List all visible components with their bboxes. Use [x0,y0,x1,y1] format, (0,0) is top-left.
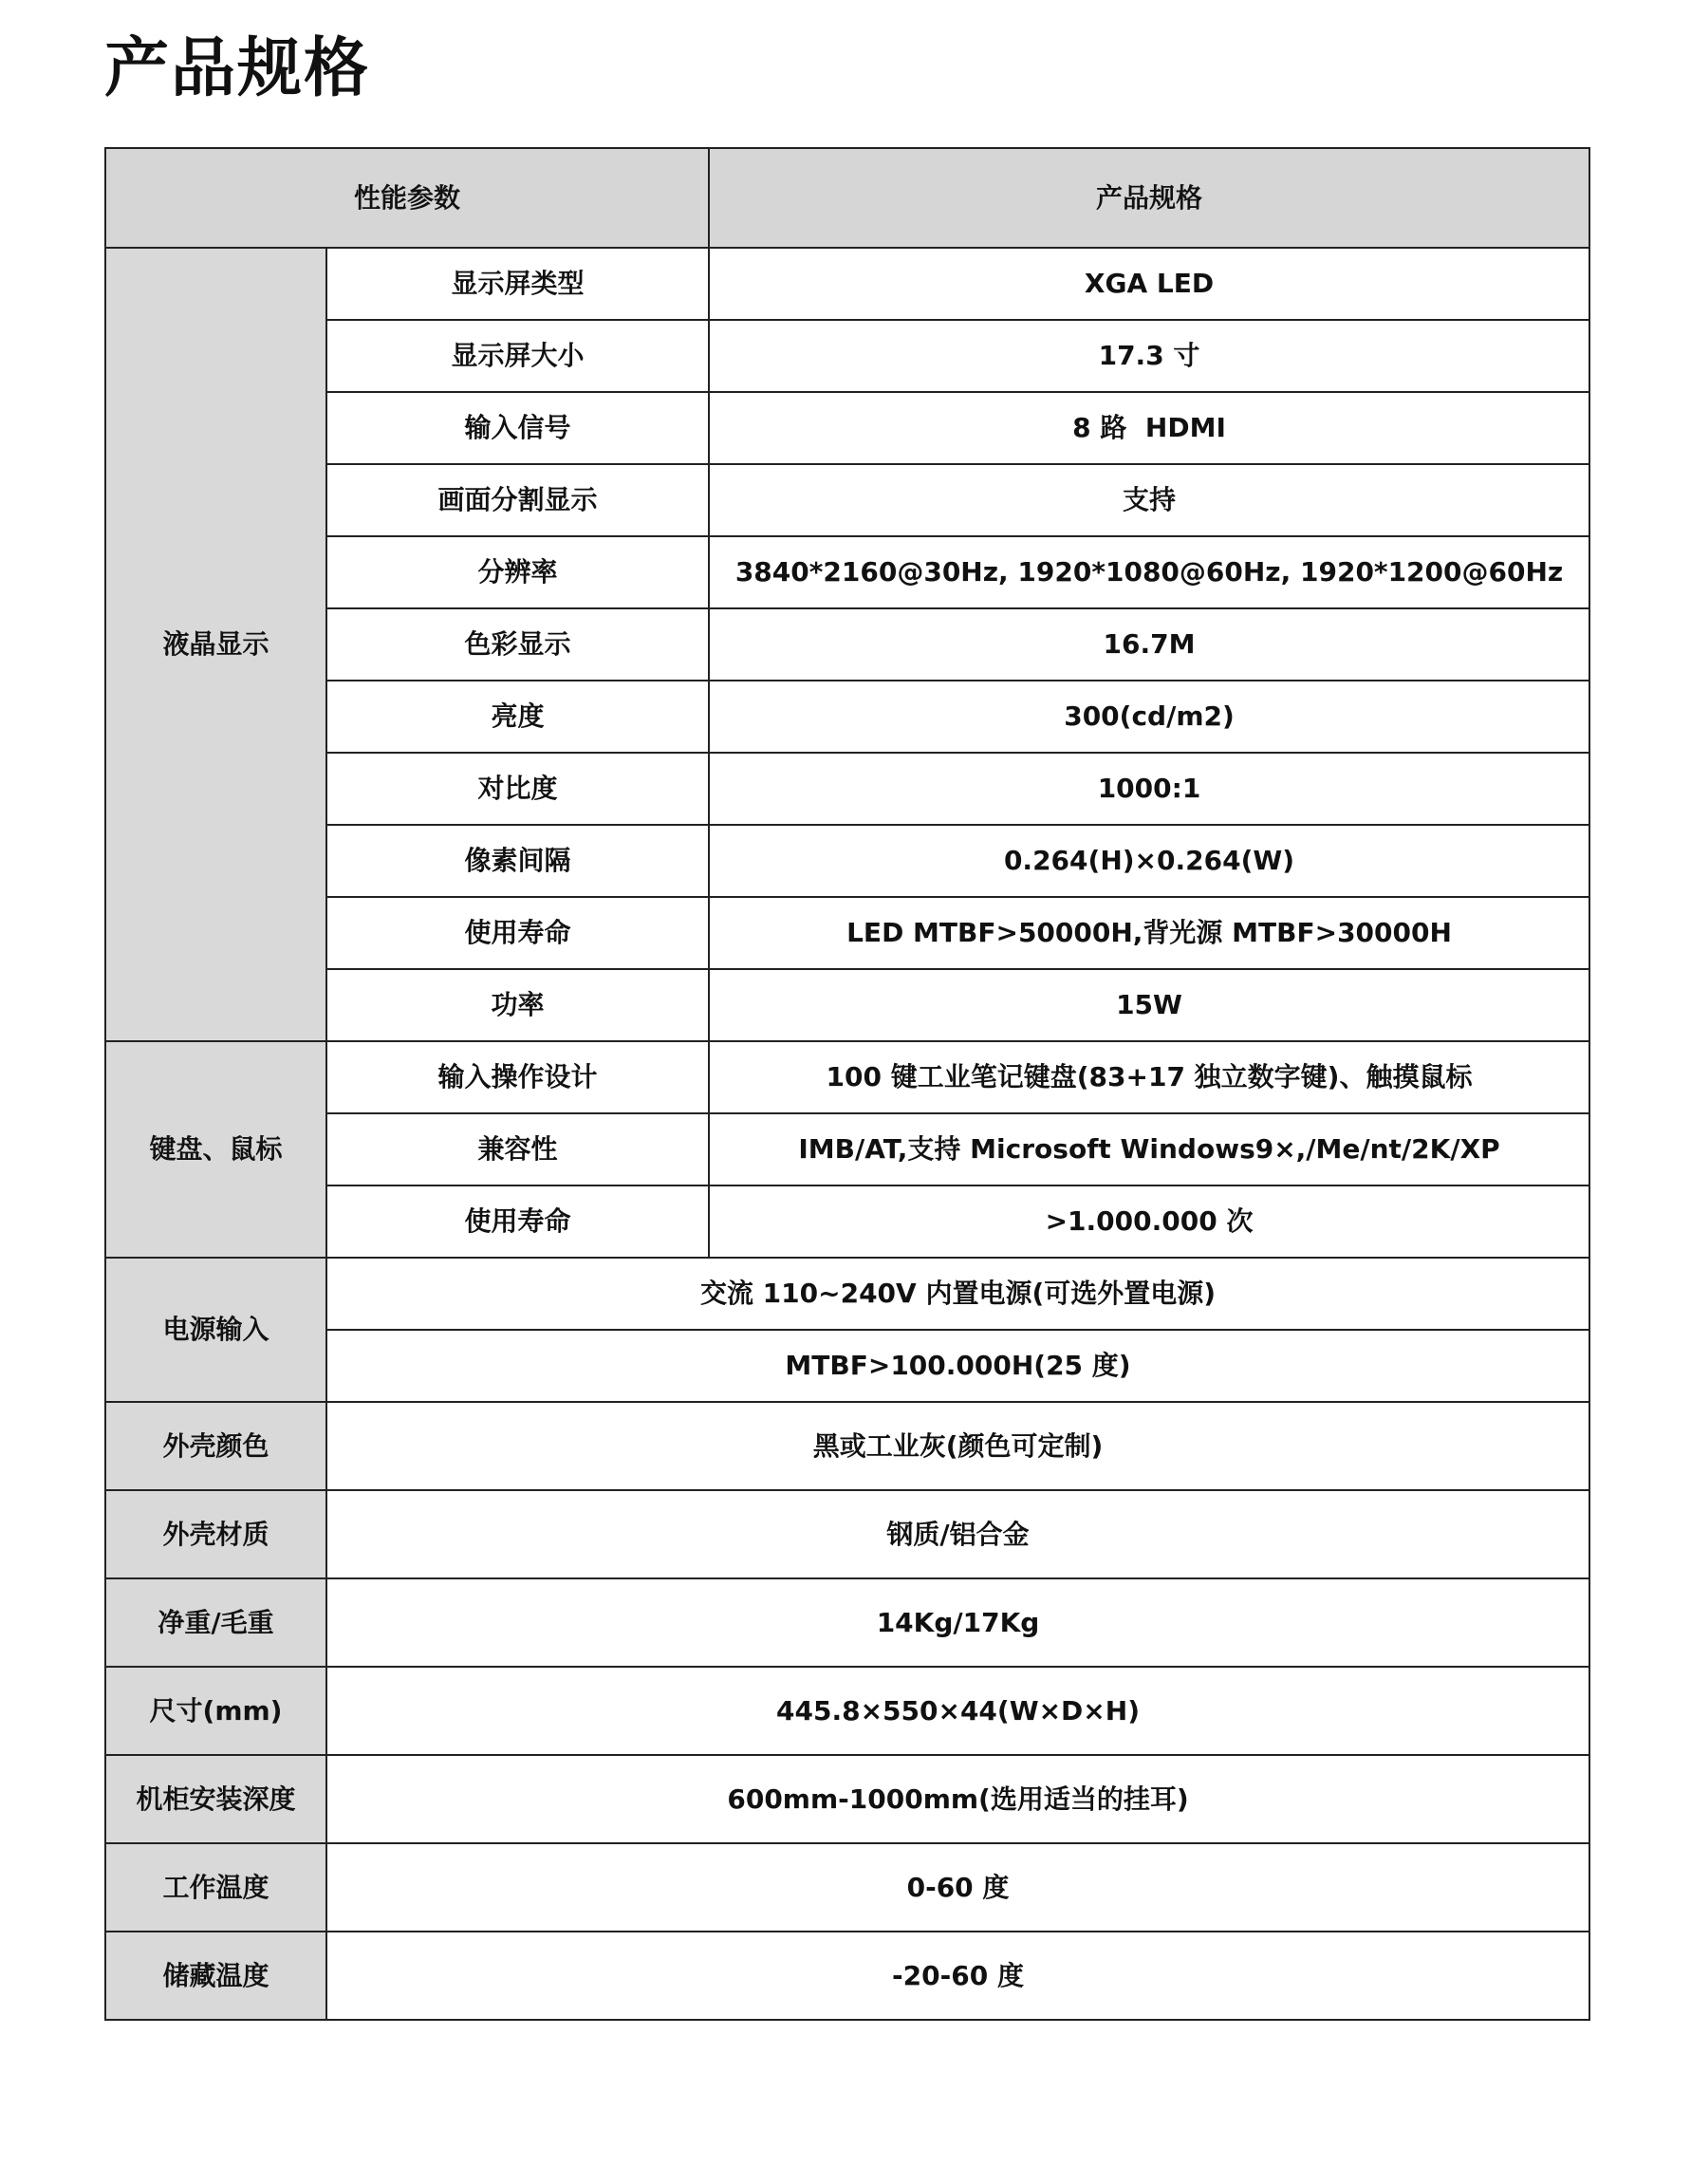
param-value: 100 键工业笔记键盘(83+17 独立数字键)、触摸鼠标 [709,1041,1589,1113]
param-value: XGA LED [709,248,1589,320]
page-title: 产品规格 [104,31,371,106]
table-row [105,1490,1589,1578]
table-row [105,753,1589,825]
param-value: >1.000.000 次 [709,1185,1589,1258]
param-name: 输入操作设计 [326,1041,709,1113]
param-name: 像素间隔 [326,825,709,897]
param-value: 14Kg/17Kg [326,1578,1589,1667]
category-lcd: 液晶显示 [105,248,326,1041]
param-name: 色彩显示 [326,608,709,681]
param-name: 功率 [326,969,709,1041]
table-row [105,1258,1589,1330]
table-row [105,464,1589,536]
param-name: 输入信号 [326,392,709,464]
table-row [105,608,1589,681]
table-row [105,1932,1589,2020]
table-row [105,536,1589,608]
category-label: 储藏温度 [105,1932,326,2020]
param-value: 445.8×550×44(W×D×H) [326,1667,1589,1755]
table-row [105,1113,1589,1185]
param-name: 兼容性 [326,1113,709,1185]
param-value: 钢质/铝合金 [326,1490,1589,1578]
table-row [105,825,1589,897]
category-label: 尺寸(mm) [105,1667,326,1755]
table-header-row [105,148,1589,248]
category-power: 电源输入 [105,1258,326,1402]
param-value: 300(cd/m2) [709,681,1589,753]
header-param: 性能参数 [105,148,709,248]
param-name: 使用寿命 [326,897,709,969]
table-row [105,1667,1589,1755]
param-name: 显示屏大小 [326,320,709,392]
table-row [105,1041,1589,1113]
param-value: 3840*2160@30Hz, 1920*1080@60Hz, 1920*1200@60Hz [709,536,1589,608]
param-name: 分辨率 [326,536,709,608]
category-label: 外壳材质 [105,1490,326,1578]
table-row [105,1185,1589,1258]
param-name: 画面分割显示 [326,464,709,536]
table-row [105,248,1589,320]
param-value: 交流 110~240V 内置电源(可选外置电源) [326,1258,1589,1330]
param-value: 17.3 寸 [709,320,1589,392]
param-value: IMB/AT,支持 Microsoft Windows9×,/Me/nt/2K/XP [709,1113,1589,1185]
param-name: 使用寿命 [326,1185,709,1258]
param-name: 显示屏类型 [326,248,709,320]
param-value: LED MTBF>50000H,背光源 MTBF>30000H [709,897,1589,969]
param-value: 1000:1 [709,753,1589,825]
table-row [105,897,1589,969]
table-row [105,1578,1589,1667]
param-value: -20-60 度 [326,1932,1589,2020]
category-label: 机柜安装深度 [105,1755,326,1843]
table-row [105,1330,1589,1402]
header-spec: 产品规格 [709,148,1589,248]
param-value: 支持 [709,464,1589,536]
category-label: 净重/毛重 [105,1578,326,1667]
param-value: 黑或工业灰(颜色可定制) [326,1402,1589,1490]
param-name: 对比度 [326,753,709,825]
param-name: 亮度 [326,681,709,753]
param-value: 8 路 HDMI [709,392,1589,464]
table-row [105,1843,1589,1932]
category-keyboard: 键盘、鼠标 [105,1041,326,1258]
param-value: 0-60 度 [326,1843,1589,1932]
param-value: MTBF>100.000H(25 度) [326,1330,1589,1402]
table-row [105,969,1589,1041]
table-row [105,1755,1589,1843]
table-row [105,320,1589,392]
table-row [105,681,1589,753]
param-value: 16.7M [709,608,1589,681]
param-value: 600mm-1000mm(选用适当的挂耳) [326,1755,1589,1843]
category-label: 外壳颜色 [105,1402,326,1490]
param-value: 0.264(H)×0.264(W) [709,825,1589,897]
category-label: 工作温度 [105,1843,326,1932]
spec-table [104,147,1590,2021]
table-row [105,392,1589,464]
param-value: 15W [709,969,1589,1041]
table-row [105,1402,1589,1490]
